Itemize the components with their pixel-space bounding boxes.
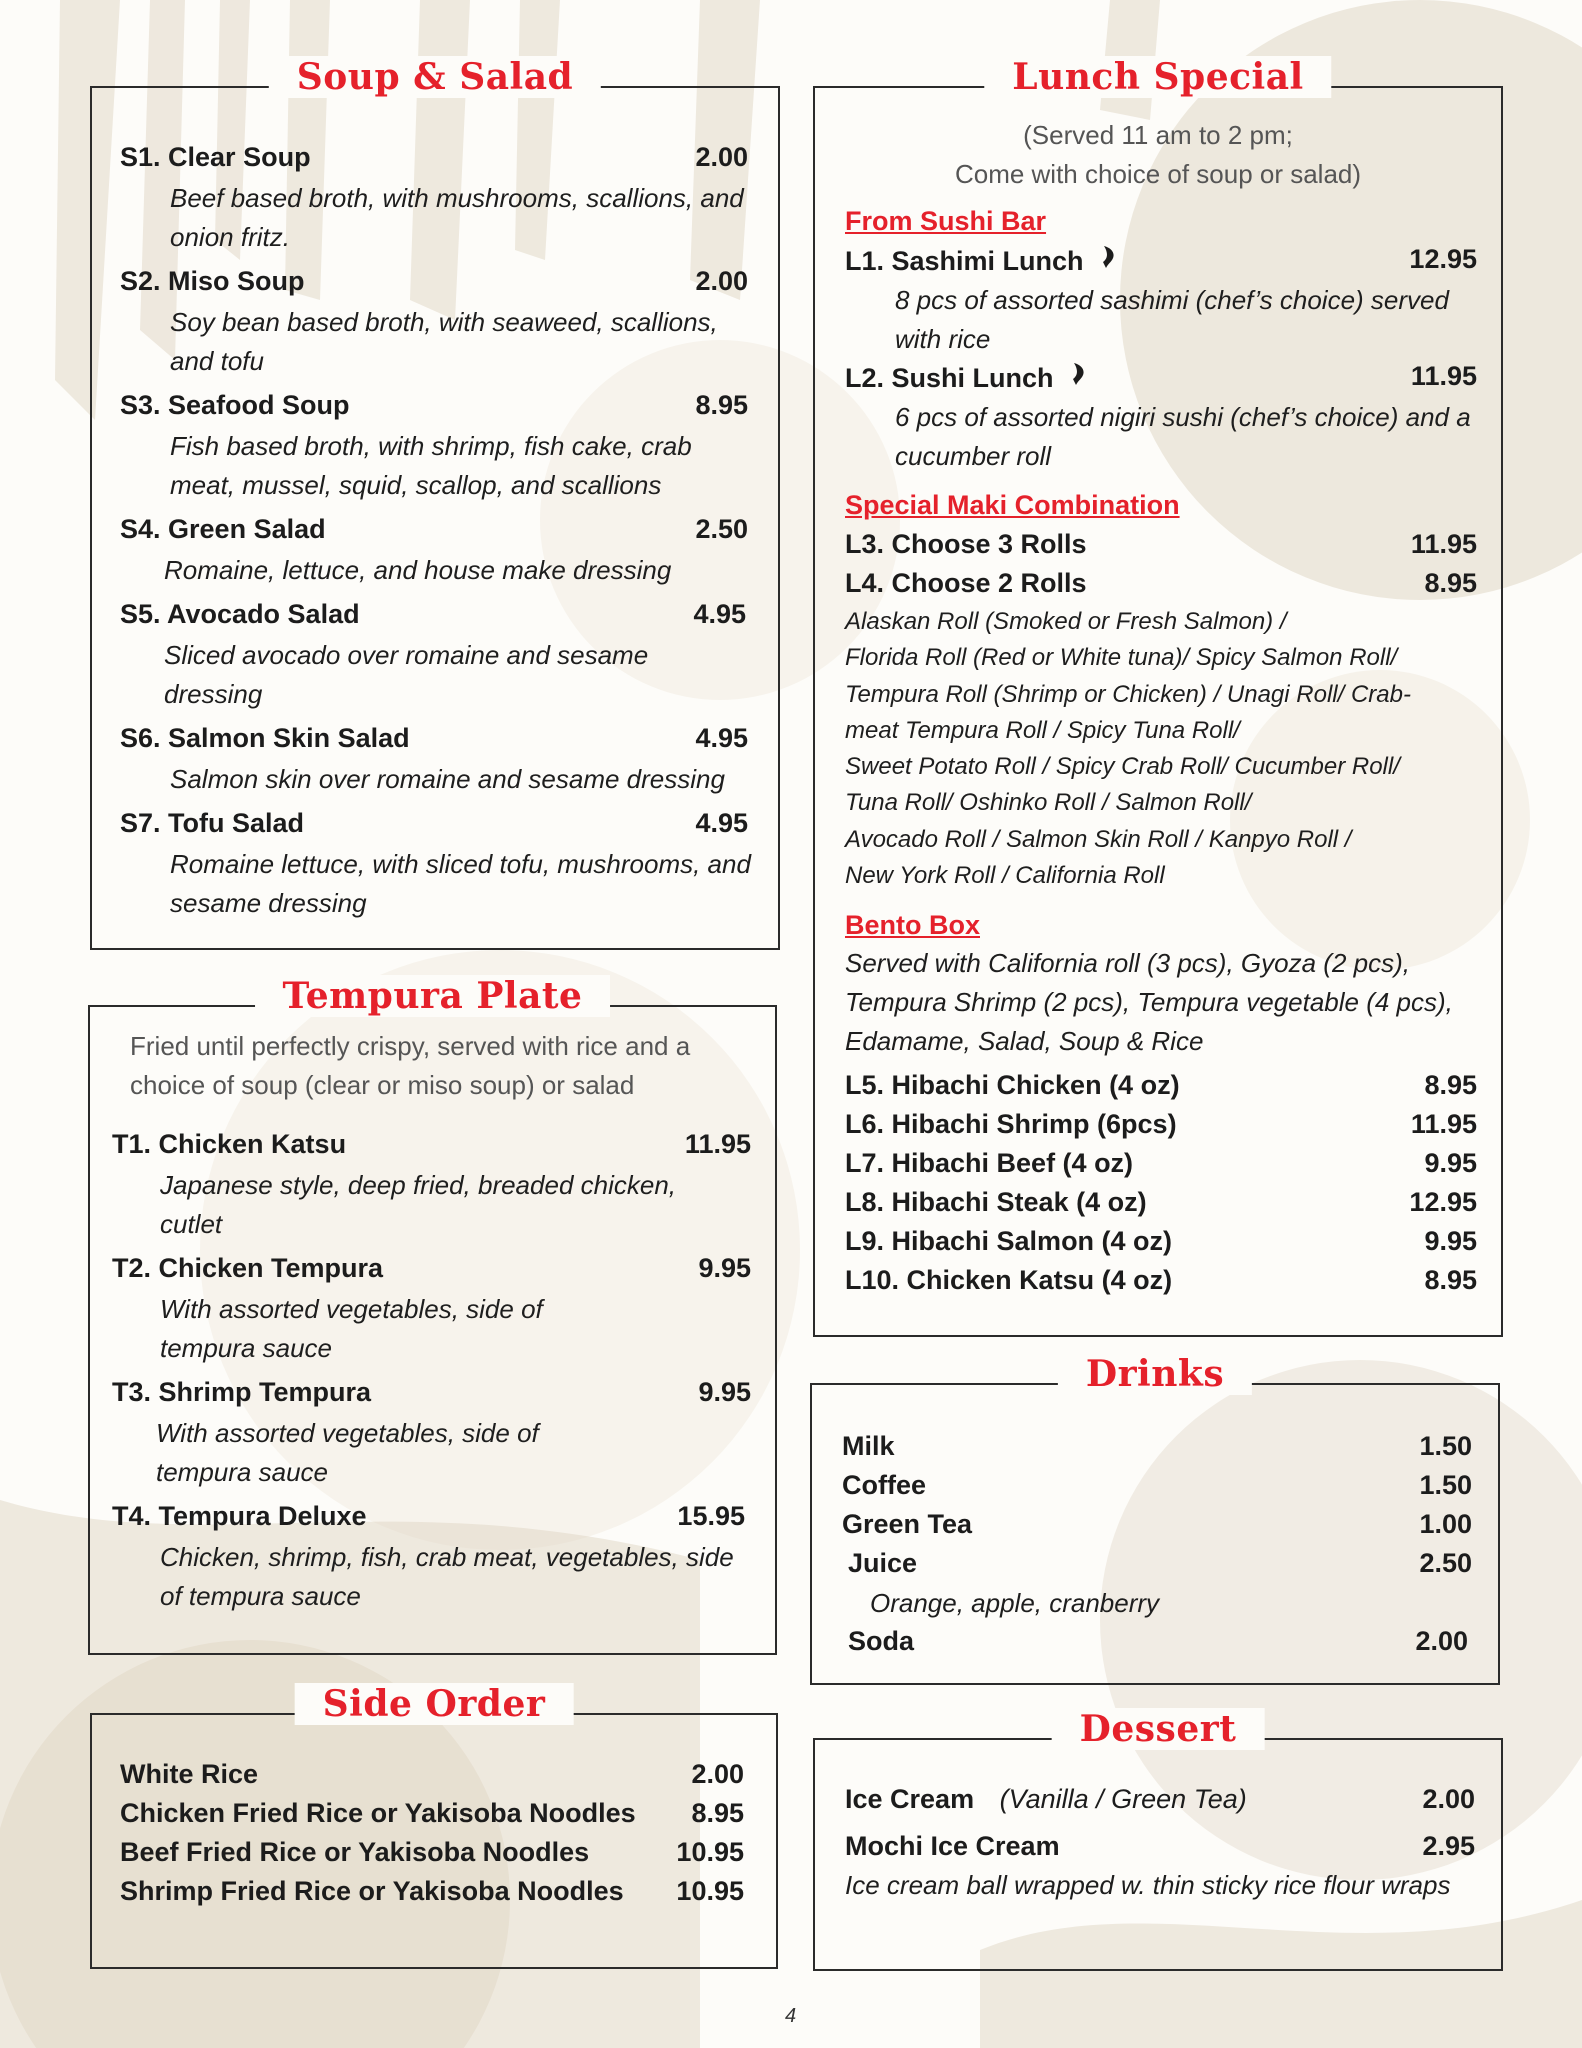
menu-item-description: Salmon skin over romaine and sesame dressing <box>170 764 725 794</box>
menu-item-price: 15.95 <box>677 1501 745 1531</box>
menu-item-name: Shrimp Fried Rice or Yakisoba Noodles <box>120 1876 624 1906</box>
menu-item-name: L10. Chicken Katsu (4 oz) <box>845 1265 1173 1295</box>
menu-item-name: L8. Hibachi Steak (4 oz) <box>845 1187 1147 1217</box>
menu-item-name: S6. Salmon Skin Salad <box>120 723 410 753</box>
menu-item-price: 11.95 <box>1410 1109 1477 1139</box>
menu-item-price: 1.00 <box>1419 1509 1472 1539</box>
menu-item-name: Soda <box>848 1626 915 1656</box>
roll-option-line: Avocado Roll / Salmon Skin Roll / Kanpyo Roll / <box>845 825 1352 853</box>
menu-item-name <box>845 1784 1247 1815</box>
lunch-special-title: Lunch Special <box>984 56 1331 98</box>
menu-item-price: 10.95 <box>676 1876 744 1906</box>
menu-item-price: 2.50 <box>1419 1548 1472 1578</box>
roll-option-line: Alaskan Roll (Smoked or Fresh Salmon) / <box>845 608 1287 635</box>
menu-item-name: Chicken Fried Rice or Yakisoba Noodles <box>120 1798 636 1828</box>
menu-item-price: 11.95 <box>1410 529 1477 559</box>
menu-item-price: 2.00 <box>1422 1784 1475 1814</box>
menu-item-description: With assorted vegetables, side of tempura sauce <box>156 1418 539 1487</box>
menu-item-price: 2.00 <box>695 266 748 296</box>
menu-item-name: S2. Miso Soup <box>120 266 305 296</box>
subheading-sushi-bar: From Sushi Bar <box>845 206 1047 236</box>
menu-item-price: 4.95 <box>693 599 746 629</box>
menu-item-price: 12.95 <box>1409 1187 1477 1217</box>
drinks-section <box>810 1353 1500 1685</box>
menu-item-price: 8.95 <box>691 1798 744 1828</box>
menu-item-label: L1. Sashimi Lunch <box>845 246 1084 276</box>
menu-item-price: 11.95 <box>1410 361 1477 391</box>
menu-item-name: T3. Shrimp Tempura <box>112 1377 372 1407</box>
menu-item-name: L7. Hibachi Beef (4 oz) <box>845 1148 1134 1178</box>
side-order-title: Side Order <box>295 1683 574 1725</box>
menu-item-name: L6. Hibachi Shrimp (6pcs) <box>845 1109 1177 1139</box>
menu-item-description: Ice cream ball wrapped w. thin sticky rice flour wraps <box>845 1870 1451 1900</box>
menu-item-description: Soy bean based broth, with seaweed, scallions, and tofu <box>170 307 718 376</box>
menu-item-price: 9.95 <box>698 1377 751 1407</box>
menu-item-price: 2.00 <box>695 142 748 172</box>
menu-item-description: 6 pcs of assorted nigiri sushi (chef’s choice) and a cucumber roll <box>895 402 1471 471</box>
roll-option-line: meat Tempura Roll / Spicy Tuna Roll/ <box>845 716 1240 744</box>
menu-item-price: 1.50 <box>1419 1431 1472 1461</box>
menu-item-price: 12.95 <box>1409 244 1477 274</box>
menu-item-name: Juice <box>848 1548 918 1578</box>
menu-item-description: Beef based broth, with mushrooms, scallions, and onion fritz. <box>170 183 744 252</box>
menu-item-name: S7. Tofu Salad <box>120 808 305 838</box>
menu-item-price: 4.95 <box>695 808 748 838</box>
menu-item-name: S1. Clear Soup <box>120 142 311 172</box>
lunch-intro-line-2: Come with choice of soup or salad) <box>954 159 1362 189</box>
menu-item-price: 1.50 <box>1419 1470 1472 1500</box>
tempura-title: Tempura Plate <box>255 975 611 1017</box>
roll-option-line: Tempura Roll (Shrimp or Chicken) / Unagi Roll/ Crab- <box>845 680 1411 708</box>
menu-item-name: L5. Hibachi Chicken (4 oz) <box>845 1070 1180 1100</box>
menu-item-price: 8.95 <box>1424 1265 1477 1295</box>
menu-item-note: (Vanilla / Green Tea) <box>999 1784 1247 1814</box>
menu-item-price: 11.95 <box>684 1129 751 1159</box>
menu-item-description: Romaine, lettuce, and house make dressing <box>164 555 672 585</box>
menu-item-price: 4.95 <box>695 723 748 753</box>
menu-item-price: 10.95 <box>676 1837 744 1867</box>
menu-item-name: White Rice <box>120 1759 259 1789</box>
dessert-section <box>813 1708 1503 1971</box>
menu-item-name: T2. Chicken Tempura <box>112 1253 384 1283</box>
menu-item-description: 8 pcs of assorted sashimi (chef’s choice) served with rice <box>895 285 1449 354</box>
menu-item-name: Mochi Ice Cream <box>845 1831 1060 1861</box>
lunch-special-section <box>813 56 1503 1337</box>
roll-option-line: New York Roll / California Roll <box>845 862 1165 890</box>
subheading-bento-box: Bento Box <box>845 910 980 940</box>
menu-item-label: L2. Sushi Lunch <box>845 363 1054 393</box>
menu-item-price: 2.95 <box>1422 1831 1475 1861</box>
menu-item-description: Orange, apple, cranberry <box>870 1588 1160 1618</box>
menu-item-price: 9.95 <box>1424 1226 1477 1256</box>
raw-fish-icon <box>1098 244 1120 277</box>
soup-salad-title: Soup & Salad <box>269 56 601 98</box>
menu-item-price: 2.00 <box>1415 1626 1468 1656</box>
menu-item-name: Milk <box>842 1431 895 1461</box>
menu-item-description: Fish based broth, with shrimp, fish cake, crab meat, mussel, squid, scallop, and scallions <box>170 431 692 500</box>
menu-item-name: S5. Avocado Salad <box>120 599 360 629</box>
roll-option-line: Tuna Roll/ Oshinko Roll / Salmon Roll/ <box>845 789 1252 817</box>
menu-item-name: T4. Tempura Deluxe <box>112 1501 367 1531</box>
menu-item-price: 9.95 <box>1424 1148 1477 1178</box>
menu-item-name: Coffee <box>842 1470 927 1500</box>
dessert-title: Dessert <box>1052 1708 1265 1750</box>
menu-item-price: 8.95 <box>1424 1070 1477 1100</box>
side-order-section <box>90 1683 778 1969</box>
tempura-intro: Fried until perfectly crispy, served with rice and a choice of soup (clear or miso soup) or salad <box>130 1031 691 1100</box>
menu-item-description: Romaine lettuce, with sliced tofu, mushrooms, and sesame dressing <box>170 849 751 918</box>
menu-item-price: 2.50 <box>695 514 748 544</box>
menu-item-description: Japanese style, deep fried, breaded chicken, cutlet <box>160 1170 677 1239</box>
roll-option-line: Sweet Potato Roll / Spicy Crab Roll/ Cucumber Roll/ <box>845 753 1400 781</box>
menu-item-name: T1. Chicken Katsu <box>112 1129 347 1159</box>
menu-item-description: Chicken, shrimp, fish, crab meat, vegetables, side of tempura sauce <box>160 1542 734 1611</box>
menu-item-name: Green Tea <box>842 1509 973 1539</box>
menu-item-name: L3. Choose 3 Rolls <box>845 529 1087 559</box>
menu-item-price: 8.95 <box>695 390 748 420</box>
menu-item-price: 2.00 <box>691 1759 744 1789</box>
lunch-intro-line-1: (Served 11 am to 2 pm; <box>1023 120 1293 150</box>
menu-item-label: Ice Cream <box>845 1784 975 1814</box>
soup-salad-section <box>90 56 780 950</box>
raw-fish-icon <box>1068 361 1090 394</box>
menu-item-price: 8.95 <box>1424 568 1477 598</box>
menu-item-price: 9.95 <box>698 1253 751 1283</box>
menu-item-name: L4. Choose 2 Rolls <box>845 568 1087 598</box>
bento-description: Served with California roll (3 pcs), Gyoza (2 pcs), Tempura Shrimp (2 pcs), Tempura vegetable (4 pcs), Edamame, Salad, Soup & Rice <box>845 948 1453 1056</box>
tempura-section <box>88 975 777 1655</box>
menu-item-name: S3. Seafood Soup <box>120 390 350 420</box>
page-number: 4 <box>785 2005 797 2027</box>
menu-item-name <box>845 361 1090 394</box>
menu-item-description: Sliced avocado over romaine and sesame dressing <box>164 640 649 709</box>
menu-item-name <box>845 244 1120 277</box>
menu-item-name: Beef Fried Rice or Yakisoba Noodles <box>120 1837 590 1867</box>
drinks-title: Drinks <box>1058 1353 1252 1395</box>
subheading-maki-combination: Special Maki Combination <box>845 490 1180 520</box>
roll-option-line: Florida Roll (Red or White tuna)/ Spicy Salmon Roll/ <box>845 644 1398 672</box>
menu-item-name: L9. Hibachi Salmon (4 oz) <box>845 1226 1173 1256</box>
menu-item-description: With assorted vegetables, side of tempura sauce <box>160 1294 543 1363</box>
roll-options-list <box>845 604 1411 894</box>
menu-item-name: S4. Green Salad <box>120 514 326 544</box>
